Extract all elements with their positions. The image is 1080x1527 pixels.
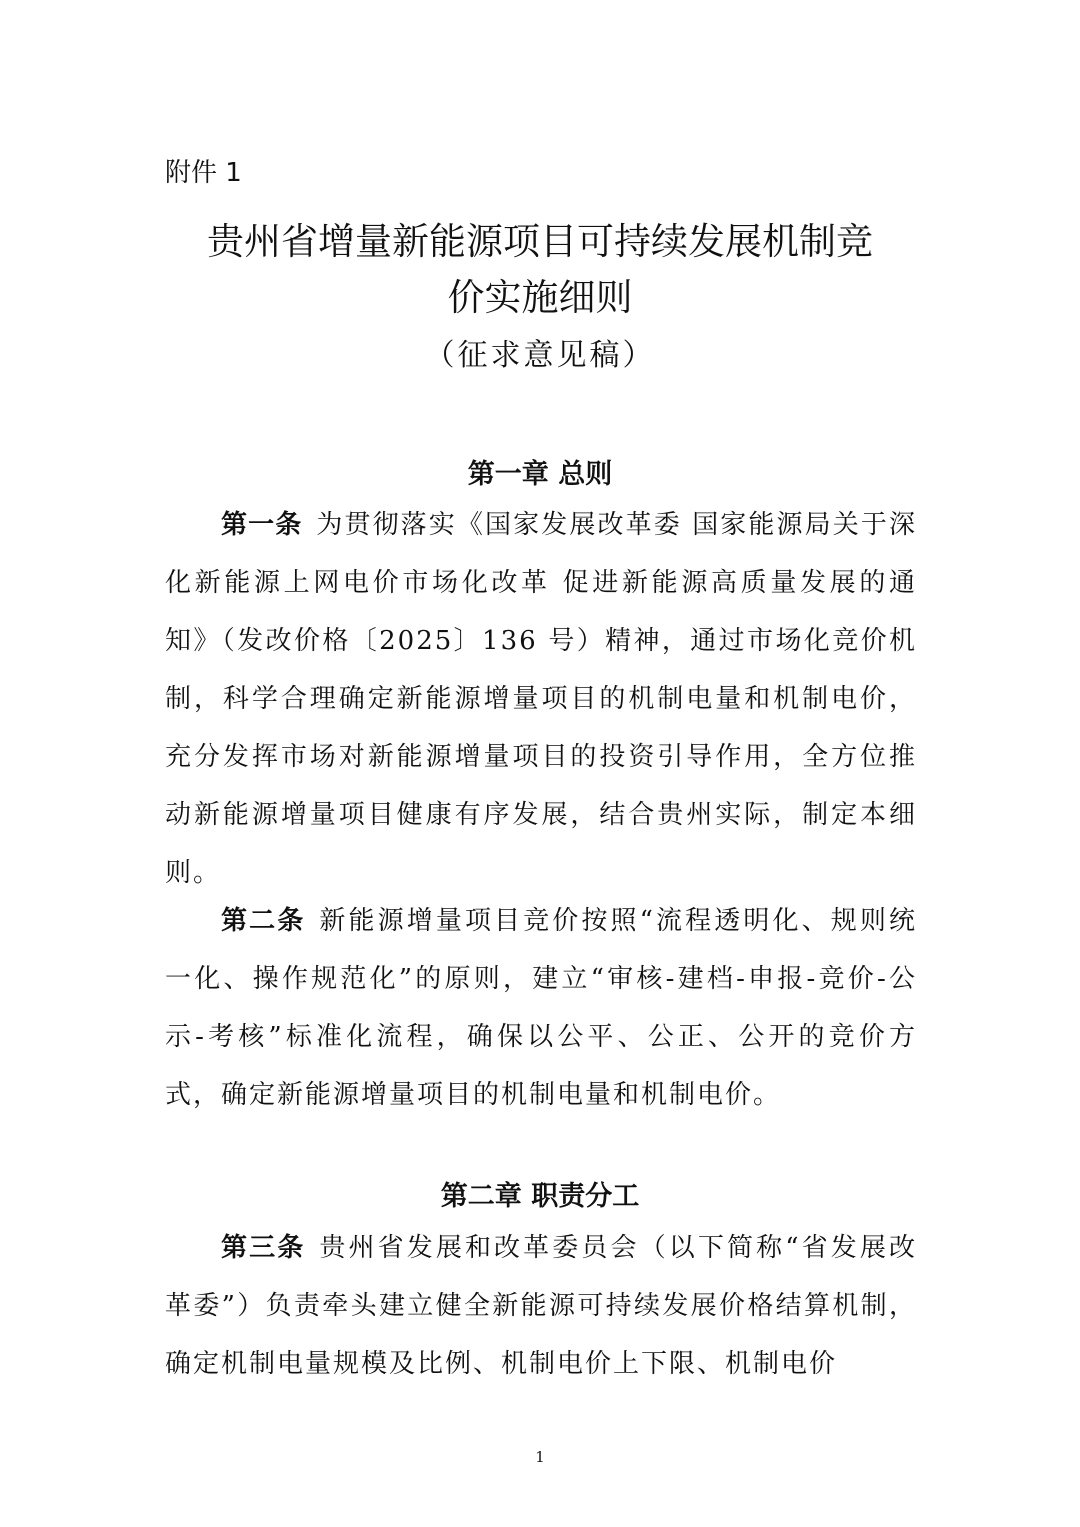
article-2-label: 第二条 [221, 906, 306, 936]
document-title [150, 214, 930, 326]
article-2-text: 新能源增量项目竞价按照“流程透明化、规则统一化、操作规范化”的原则，建立“审核-建档-申报-竞价-公示-考核”标准化流程，确保以公平、公正、公开的竞价方式，确定新能源增量项目的机制电量和机制电价。 [165, 906, 917, 1110]
article-3 [165, 1219, 917, 1393]
document-subtitle: （征求意见稿） [424, 338, 656, 373]
attachment-label: 附件 1 [165, 158, 242, 188]
article-2 [165, 892, 917, 1124]
title-line-2: 价实施细则 [447, 276, 633, 319]
article-1 [165, 496, 917, 902]
chapter-1-heading: 第一章 总则 [467, 459, 613, 490]
article-3-label: 第三条 [221, 1233, 306, 1263]
article-1-text: 为贯彻落实《国家发展改革委 国家能源局关于深化新能源上网电价市场化改革 促进新能源高质量发展的通知》（发改价格〔2025〕136 号）精神，通过市场化竞价机制，科学合理确定新能源增量项目的机制电量和机制电价，充分发挥市场对新能源增量项目的投资引导作用，全方位推动新能源增量项目健康有序发展，结合贵州实际，制定本细则。 [165, 510, 917, 888]
title-line-1: 贵州省增量新能源项目可持续发展机制竞 [207, 220, 873, 263]
article-1-label: 第一条 [221, 510, 303, 540]
page-number: 1 [535, 1448, 545, 1466]
chapter-2-heading: 第二章 职责分工 [440, 1181, 640, 1212]
article-3-text: 贵州省发展和改革委员会（以下简称“省发展改革委”）负责牵头建立健全新能源可持续发展价格结算机制，确定机制电量规模及比例、机制电价上下限、机制电价 [165, 1233, 917, 1379]
